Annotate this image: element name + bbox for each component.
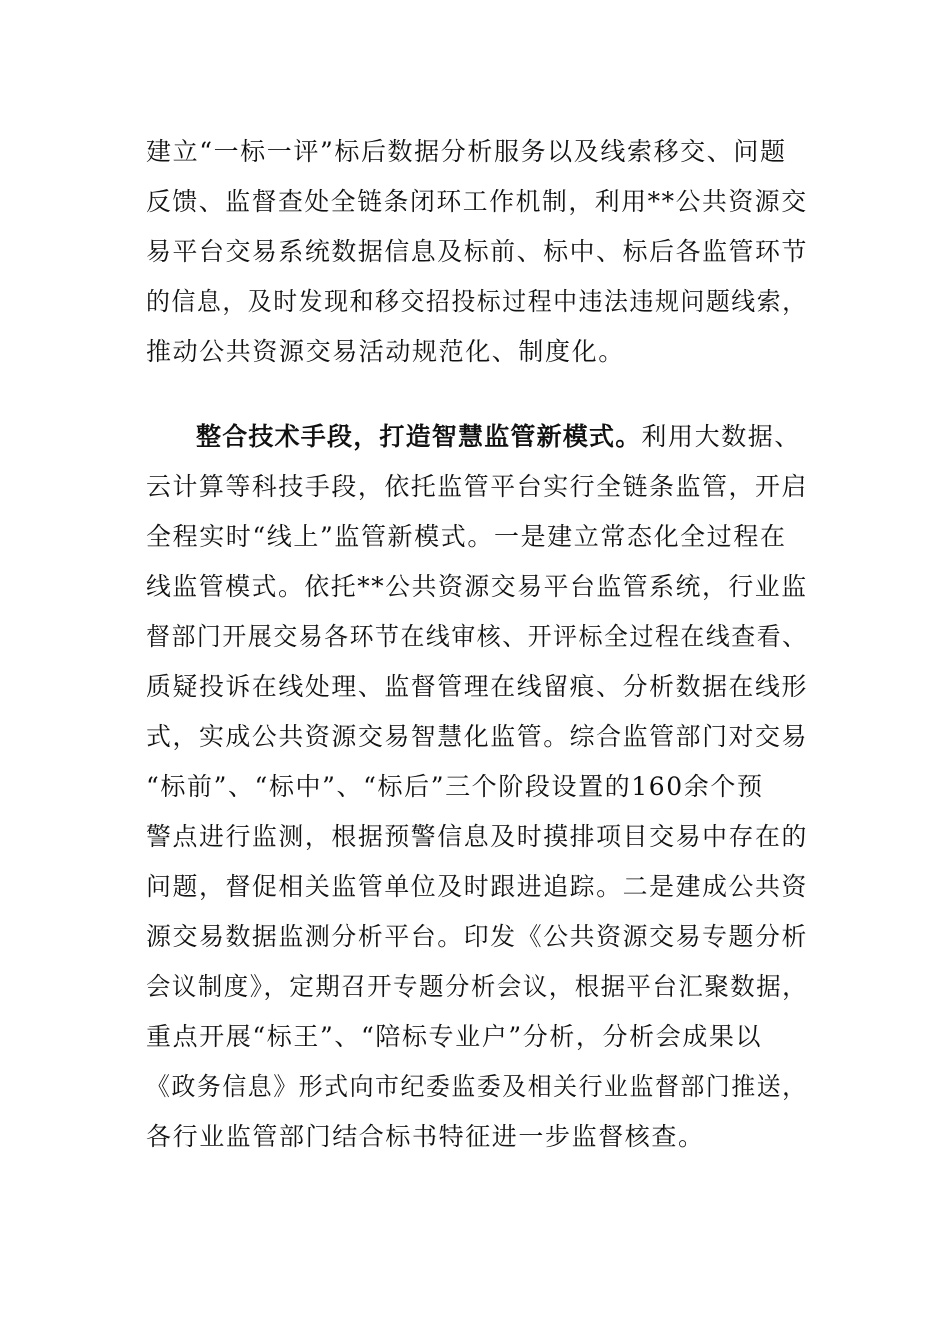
- paragraph-2-line-7: 式，实成公共资源交易智慧化监管。综合监管部门对交易: [146, 722, 809, 751]
- paragraph-2-line-1: [196, 422, 801, 452]
- paragraph-2-line-13: 重点开展“标王”、“陪标专业户”分析，分析会成果以: [146, 1022, 763, 1051]
- paragraph-2-line-5: 督部门开展交易各环节在线审核、开评标全过程在线查看、: [146, 622, 808, 651]
- paragraph-2-line-3: 全程实时“线上”监管新模式。一是建立常态化全过程在: [146, 522, 787, 551]
- paragraph-2-line-14: 《政务信息》形式向市纪委监委及相关行业监督部门推送，: [146, 1072, 808, 1101]
- paragraph-2-line-11: 源交易数据监测分析平台。印发《公共资源交易专题分析: [146, 922, 809, 951]
- paragraph-2-line-10: 问题，督促相关监管单位及时跟进追踪。二是建成公共资: [146, 872, 809, 901]
- paragraph-2-line-12: 会议制度》，定期召开专题分析会议，根据平台汇聚数据，: [146, 972, 809, 1001]
- paragraph-2-line-9: 警点进行监测，根据预警信息及时摸排项目交易中存在的: [146, 822, 809, 851]
- paragraph-1-line-4: 的信息，及时发现和移交招投标过程中违法违规问题线索，: [146, 287, 808, 316]
- paragraph-2-line-15: 各行业监管部门结合标书特征进一步监督核查。: [146, 1122, 705, 1151]
- paragraph-1-line-5: 推动公共资源交易活动规范化、制度化。: [146, 337, 625, 366]
- paragraph-2-line-8: “标前”、“标中”、“标后”三个阶段设置的160余个预: [146, 772, 764, 801]
- paragraph-1-line-1: 建立“一标一评”标后数据分析服务以及线索移交、问题: [146, 137, 787, 166]
- paragraph-2-line-1-text: 利用大数据、: [641, 422, 802, 451]
- section-heading: 整合技术手段，打造智慧监管新模式。: [196, 422, 642, 451]
- paragraph-2-line-2: 云计算等科技手段，依托监管平台实行全链条监管，开启: [146, 472, 809, 501]
- paragraph-2-line-6: 质疑投诉在线处理、监督管理在线留痕、分析数据在线形: [146, 672, 809, 701]
- paragraph-1-line-3: 易平台交易系统数据信息及标前、标中、标后各监管环节: [146, 237, 809, 266]
- paragraph-1-line-2: 反馈、监督查处全链条闭环工作机制，利用**公共资源交: [146, 187, 808, 216]
- paragraph-2-line-4: 线监管模式。依托**公共资源交易平台监管系统，行业监: [146, 572, 808, 601]
